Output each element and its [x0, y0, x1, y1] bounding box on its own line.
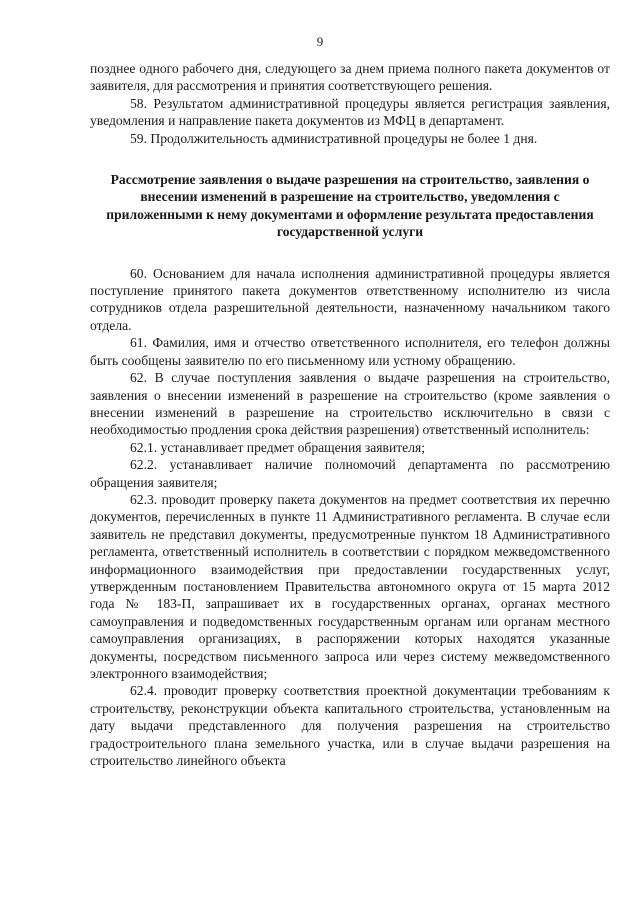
paragraph-58: 58. Результатом административной процедуры является регистрация заявления, уведомления и направление пакета документов из МФЦ в департамент.	[90, 95, 610, 129]
paragraph-continuation: позднее одного рабочего дня, следующего за днем приема полного пакета документов от заявителя, для рассмотрения и принятия соответствующего решения.	[90, 61, 610, 94]
paragraph-62-4: 62.4. проводит проверку соответствия проектной документации требованиям к строительству, реконструкции объекта капитального строительства, установленным на дату выдачи представленного для получения разрешения на строительство градостроительного плана земельного участка, или в случае выдачи разрешения на строительство линейного объекта	[90, 683, 610, 769]
paragraph-62-3: 62.3. проводит проверку пакета документов на предмет соответствия их перечню документов, перечисленных в пункте 11 Административного регламента. В случае если заявитель не представил документы, предусмотренные пунктом 18 Административного регламента, ответственный исполнитель в соответствии с порядком межведомственного информационного взаимодействия при предоставлении государственных услуг, утвержденным постановлением Правительства автономного округа от 15 марта 2012 года № 183-П, запрашивает их в государственных органах, органах местного самоуправления и подведомственных государственным органам или органам местного самоуправления организациях, в распоряжении которых находятся указанные документы, посредством письменного запроса или через систему межведомственного электронного взаимодействия;	[90, 491, 610, 681]
paragraph-59: 59. Продолжительность административной процедуры не более 1 дня.	[130, 130, 538, 146]
document-body	[90, 60, 610, 769]
paragraph-62: 62. В случае поступления заявления о выдаче разрешения на строительство, заявления о внесении изменений в разрешение на строительство (кроме заявления о внесении изменений в разрешение на строительство исключительно в связи с необходимостью продления срока действия разрешения) ответственный исполнитель:	[90, 370, 610, 438]
paragraph-62-1: 62.1. устанавливает предмет обращения заявителя;	[130, 439, 426, 455]
paragraph-61: 61. Фамилия, имя и отчество ответственного исполнителя, его телефон должны быть сообщены заявителю по его письменному или устному обращению.	[90, 335, 610, 368]
paragraph-60: 60. Основанием для начала исполнения административной процедуры является поступление принятого пакета документов ответственному исполнителю из числа сотрудников отдела разрешительной деятельности, назначенному начальником такого отдела.	[90, 265, 610, 333]
page-number: 9	[316, 34, 324, 49]
section-heading: Рассмотрение заявления о выдаче разрешения на строительство, заявления о внесении изменений в разрешение на строительство, уведомления с приложенными к нему документами и оформление результата предоставления государственной услуги	[106, 172, 594, 240]
paragraph-62-2: 62.2. устанавливает наличие полномочий департамента по рассмотрению обращения заявителя;	[90, 457, 610, 490]
